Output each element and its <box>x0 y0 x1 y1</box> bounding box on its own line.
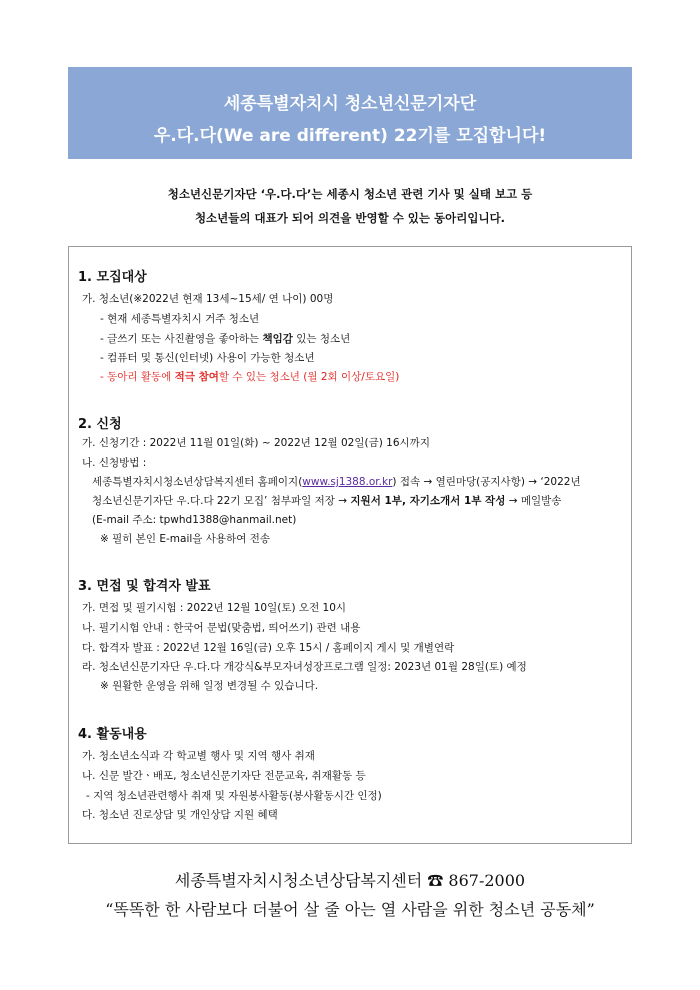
footer-slogan: “똑똑한 한 사람보다 더불어 살 줄 아는 열 사람을 위한 청소년 공동체” <box>105 900 595 919</box>
recruit-item: - 글쓰기 또는 사진촬영을 좋아하는 책임감 있는 청소년 <box>100 333 351 345</box>
phone-number: ☎ 867-2000 <box>427 871 526 890</box>
recruit-item-highlight: - 동아리 활동에 적극 참여할 수 있는 청소년 (월 2회 이상/토요일) <box>100 371 400 383</box>
intro-line2: 청소년들의 대표가 되어 의견을 반영할 수 있는 동아리입니다. <box>194 211 506 225</box>
interview-note: ※ 원활한 운영을 위해 일정 변경될 수 있습니다. <box>100 680 319 692</box>
activity-item: 나. 신문 발간ㆍ배포, 청소년신문기자단 전문교육, 취재활동 등 <box>82 770 366 782</box>
title-banner <box>68 67 632 159</box>
interview-item: 나. 필기시험 안내 : 한국어 문법(맞춤법, 띄어쓰기) 관련 내용 <box>82 622 361 634</box>
activity-item: 가. 청소년소식과 각 학교별 행사 및 지역 행사 취재 <box>82 750 315 762</box>
footer-contact <box>20 868 680 891</box>
apply-email: (E-mail 주소: tpwhd1388@hanmail.net) <box>92 514 297 526</box>
recruit-item: - 현재 세종특별자치시 거주 청소년 <box>100 313 260 325</box>
apply-period: 가. 신청기간 : 2022년 11월 01일(화) ~ 2022년 12월 02일(금) 16시까지 <box>82 437 430 449</box>
banner-title-line1: 세종특별자치시 청소년신문기자단 <box>223 94 477 114</box>
homepage-link[interactable]: www.sj1388.or.kr <box>302 476 393 488</box>
section-heading-apply: 2. 신청 <box>78 417 122 432</box>
section-heading-interview: 3. 면접 및 합격자 발표 <box>78 579 211 594</box>
intro-line1: 청소년신문기자단 ‘우.다.다’는 세종시 청소년 관련 기사 및 실태 보고 등 <box>167 187 533 201</box>
footer-org: 세종특별자치시청소년상담복지센터 <box>174 871 423 890</box>
section-heading-activities: 4. 활동내용 <box>78 727 147 742</box>
apply-method-label: 나. 신청방법 : <box>82 457 147 469</box>
recruit-item: - 컴퓨터 및 통신(인터넷) 사용이 가능한 청소년 <box>100 352 315 364</box>
activity-item: 다. 청소년 진로상담 및 개인상담 지원 혜택 <box>82 809 278 821</box>
section-heading-recruit: 1. 모집대상 <box>78 270 147 285</box>
interview-item: 라. 청소년신문기자단 우.다.다 개강식&부모자녀성장프로그램 일정: 2023년 01월 28일(토) 예정 <box>82 661 527 673</box>
apply-note: ※ 필히 본인 E-mail을 사용하여 전송 <box>100 533 270 545</box>
banner-title-line2: 우.다.다(We are different) 22기를 모집합니다! <box>153 126 547 146</box>
recruit-target: 가. 청소년(※2022년 현재 13세~15세/ 연 나이) 00명 <box>82 293 334 305</box>
interview-item: 가. 면접 및 필기시험 : 2022년 12월 10일(토) 오전 10시 <box>82 602 347 614</box>
interview-item: 다. 합격자 발표 : 2022년 12월 16일(금) 오후 15시 / 홈페이지 게시 및 개별연락 <box>82 642 455 654</box>
apply-method-line1: 세종특별자치시청소년상담복지센터 홈페이지(www.sj1388.or.kr) 접속 → 열린마당(공지사항) → ‘2022년 <box>92 476 581 488</box>
apply-method-line2: 청소년신문기자단 우.다.다 22기 모집’ 첨부파일 저장 → 지원서 1부, 자기소개서 1부 작성 → 메일발송 <box>92 495 562 507</box>
activity-subitem: - 지역 청소년관련행사 취재 및 자원봉사활동(봉사활동시간 인정) <box>86 790 382 802</box>
